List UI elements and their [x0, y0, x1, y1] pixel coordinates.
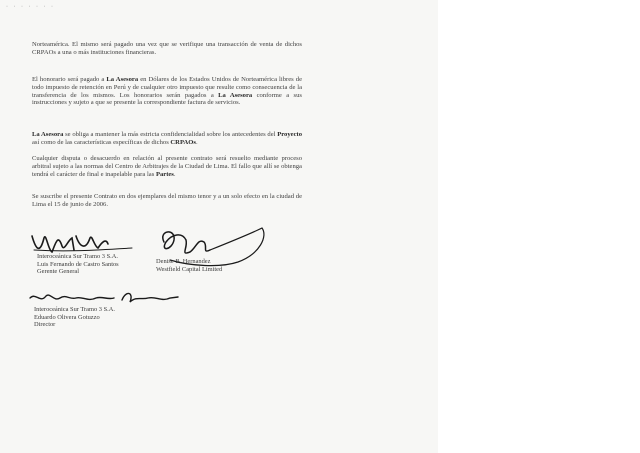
corner-marks: · · · · · · ·	[6, 4, 55, 10]
paragraph-signing-date: Se suscribe el presente Contrato en dos ejemplares del mismo tenor y a un solo efecto en la ciudad de Lima el 15 de junio de 2006.	[32, 193, 302, 208]
signatory-3-company: Interoceánica Sur Tramo 3 S.A.	[34, 306, 115, 313]
signatory-3	[34, 306, 115, 329]
signatory-3-title: Director	[34, 321, 56, 329]
paragraph-fees: El honorario será pagado a La Asesora en Dólares de los Estados Unidos de Norteamérica libres de todo impuesto de retención en Perú y de cualquier otro impuesto que resulte como consecuencia de la transferencia de los mismos. Los honorarios serán pagados a La Asesora conforme a sus instrucciones y sujeto a que se presente la correspondiente factura de servicios.	[32, 76, 302, 107]
blank-margin	[438, 0, 640, 453]
signatory-2-name: Denise B. Hernandez	[156, 258, 211, 265]
signatory-1	[37, 253, 119, 276]
signatory-1-name: Luis Fernando de Castro Santos	[37, 260, 119, 268]
signatory-3-name: Eduardo Olivera Gotuzzo	[34, 313, 100, 321]
paragraph-confidentiality: La Asesora se obliga a mantener la más estricta confidencialidad sobre los antecedentes del Proyecto así como de las características específicas de dichos CRPAOs.	[32, 131, 302, 146]
signatory-1-title: Gerente General	[37, 268, 80, 276]
signatory-2	[156, 258, 222, 273]
signatory-2-company: Westfield Capital Limited	[156, 265, 223, 273]
paragraph-arbitration: Cualquier disputa o desacuerdo en relación al presente contrato será resuelto mediante proceso arbitral sujeto a las normas del Centro de Arbitrajes de la Ciudad de Lima. El fallo que allí se obtenga tendrá el carácter de final e inapelable para las Partes.	[32, 155, 302, 178]
signatory-1-company: Interoceánica Sur Tramo 3 S.A.	[37, 253, 118, 260]
paragraph-payment: Norteamérica. El mismo será pagado una vez que se verifique una transacción de venta de dichos CRPAOs a una o más instituciones financieras.	[32, 41, 302, 56]
